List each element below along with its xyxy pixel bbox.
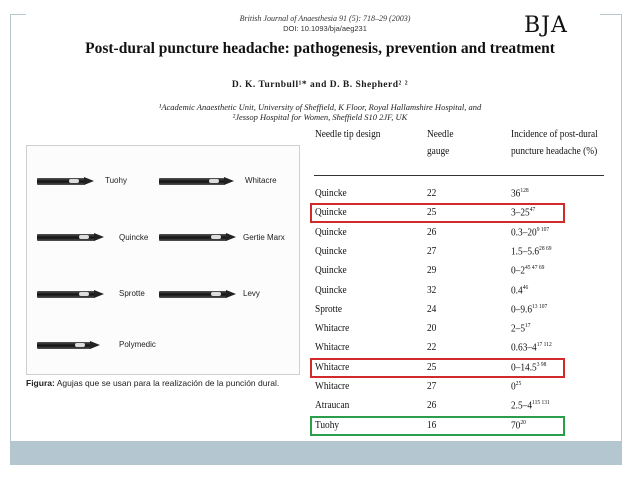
cell-design: Whitacre [315, 341, 350, 354]
right-frame-rule [621, 14, 622, 454]
table-row [315, 399, 600, 417]
affiliation-2: ²Jessop Hospital for Women, Sheffield S10 2JF, UK [232, 112, 408, 122]
sprotte-needle-image [37, 291, 95, 298]
cell-gauge: 27 [427, 380, 437, 392]
reference-superscript: 13 107 [532, 302, 548, 310]
cell-design: Whitacre [315, 380, 350, 392]
reference-superscript: 3 98 [536, 360, 547, 368]
cell-gauge: 20 [427, 322, 437, 335]
cell-incidence: $0.3-20^{9 107}$ [511, 225, 550, 239]
cell-gauge: 32 [427, 283, 437, 296]
cell-gauge: 16 [427, 418, 437, 431]
cell-gauge: 22 [427, 341, 437, 354]
reference-superscript: 9 107 [536, 225, 550, 233]
needle-label-quincke: Quincke [119, 233, 149, 242]
caption-label: Figura: [26, 378, 55, 388]
cell-incidence: $0-14.5^{3 98}$ [511, 360, 547, 374]
reference-superscript: 25 [515, 380, 522, 387]
whitacre-needle-image [159, 178, 225, 185]
reference-superscript: 17 [525, 322, 531, 330]
cell-gauge: 29 [427, 264, 437, 277]
needle-label-tuohy: Tuohy [105, 176, 127, 185]
reference-superscript: 115 131 [532, 399, 550, 407]
caption-text: Agujas que se usan para la realización de la punción dural. [54, 378, 280, 388]
cell-design: Quincke [315, 283, 347, 296]
red-highlight-box [310, 203, 565, 223]
needle-label-gertie-marx: Gertie Marx [243, 233, 285, 242]
footer-bar [10, 441, 622, 465]
affiliation-1: ¹Academic Anaesthetic Unit, University of Sheffield, K Floor, Royal Hallamshire Hospital, and [158, 102, 482, 112]
cell-incidence: $36^{128}$ [511, 187, 529, 200]
column-header-gauge: Needle gauge [427, 128, 454, 157]
cell-design: Whitacre [315, 322, 350, 335]
quincke-needle-image [37, 234, 95, 241]
cell-incidence: $70^{20}$ [511, 418, 526, 432]
cell-design: Sprotte [315, 302, 343, 315]
needle-label-sprotte: Sprotte [119, 289, 145, 298]
journal-logo: BJA [524, 13, 568, 38]
needle-label-polymedic: Polymedic [119, 340, 156, 349]
polymedic-needle-image [37, 342, 91, 349]
table-row [315, 264, 600, 282]
table-row [315, 341, 600, 359]
cell-gauge: 25 [427, 360, 437, 373]
journal-citation: British Journal of Anaesthesia 91 (5): 718–29 (2003) [239, 14, 411, 23]
cell-design: Tuohy [315, 418, 340, 431]
gertie-marx-needle-image [159, 234, 227, 241]
cell-design: Atraucan [315, 399, 350, 412]
reference-superscript: 46 [522, 283, 529, 291]
cell-gauge: 27 [427, 244, 437, 257]
column-header-incidence: Incidence of post-dural puncture headache (%) [511, 128, 598, 157]
column-header-design: Needle tip design [315, 128, 381, 140]
article-title: Post-dural puncture headache: pathogenesis, prevention and treatment [85, 40, 555, 57]
needle-figure [26, 145, 300, 375]
reference-superscript: 17 112 [536, 341, 552, 349]
cell-incidence: $0^{25}$ [511, 380, 522, 393]
top-frame-line-right [600, 14, 622, 15]
reference-superscript: 28 69 [539, 244, 552, 252]
reference-superscript: 128 [520, 187, 529, 194]
table-row [315, 245, 600, 263]
table-row [315, 284, 600, 302]
top-frame-line-left [10, 14, 26, 15]
cell-gauge: 26 [427, 225, 437, 238]
cell-design: Quincke [315, 264, 347, 277]
article-authors: D. K. Turnbull¹* and D. B. Shepherd² ² [231, 80, 409, 90]
cell-gauge: 26 [427, 399, 437, 412]
cell-incidence: $1.5-5.6^{28 69}$ [511, 244, 552, 258]
cell-incidence: $3-25^{47}$ [511, 206, 536, 219]
reference-superscript: 20 [520, 418, 526, 426]
levy-needle-image [159, 291, 227, 298]
cell-design: Quincke [315, 225, 347, 238]
doi: DOI: 10.1093/bja/aeg231 [283, 24, 367, 33]
table-row [315, 380, 600, 398]
left-frame-rule [10, 14, 11, 454]
needle-label-whitacre: Whitacre [245, 176, 277, 185]
reference-superscript: 47 [529, 206, 536, 214]
table-header-rule [314, 175, 604, 176]
table-row [315, 322, 600, 340]
cell-gauge: 22 [427, 187, 437, 199]
table-row [315, 226, 600, 244]
table-row [315, 187, 600, 205]
tuohy-needle-image [37, 178, 85, 185]
cell-gauge: 24 [427, 302, 437, 315]
reference-superscript: 45 47 69 [525, 264, 545, 272]
cell-design: Whitacre [315, 360, 350, 373]
cell-design: Quincke [315, 187, 347, 199]
cell-incidence: $0-2^{45 47 69}$ [511, 264, 545, 277]
cell-incidence: $0.4^{46}$ [511, 283, 529, 297]
cell-incidence: $2-5^{17}$ [511, 322, 531, 335]
green-highlight-box [310, 416, 565, 436]
cell-incidence: $0-9.6^{13 107}$ [511, 302, 548, 316]
needle-label-levy: Levy [243, 289, 260, 298]
red-highlight-box [310, 358, 565, 378]
figure-caption [26, 378, 306, 388]
table-row [315, 303, 600, 321]
cell-incidence: $2.5-4^{115 131}$ [511, 399, 550, 412]
cell-incidence: $0.63-4^{17 112}$ [511, 341, 552, 355]
cell-design: Quincke [315, 244, 347, 257]
cell-gauge: 25 [427, 206, 437, 219]
cell-design: Quincke [315, 206, 347, 219]
